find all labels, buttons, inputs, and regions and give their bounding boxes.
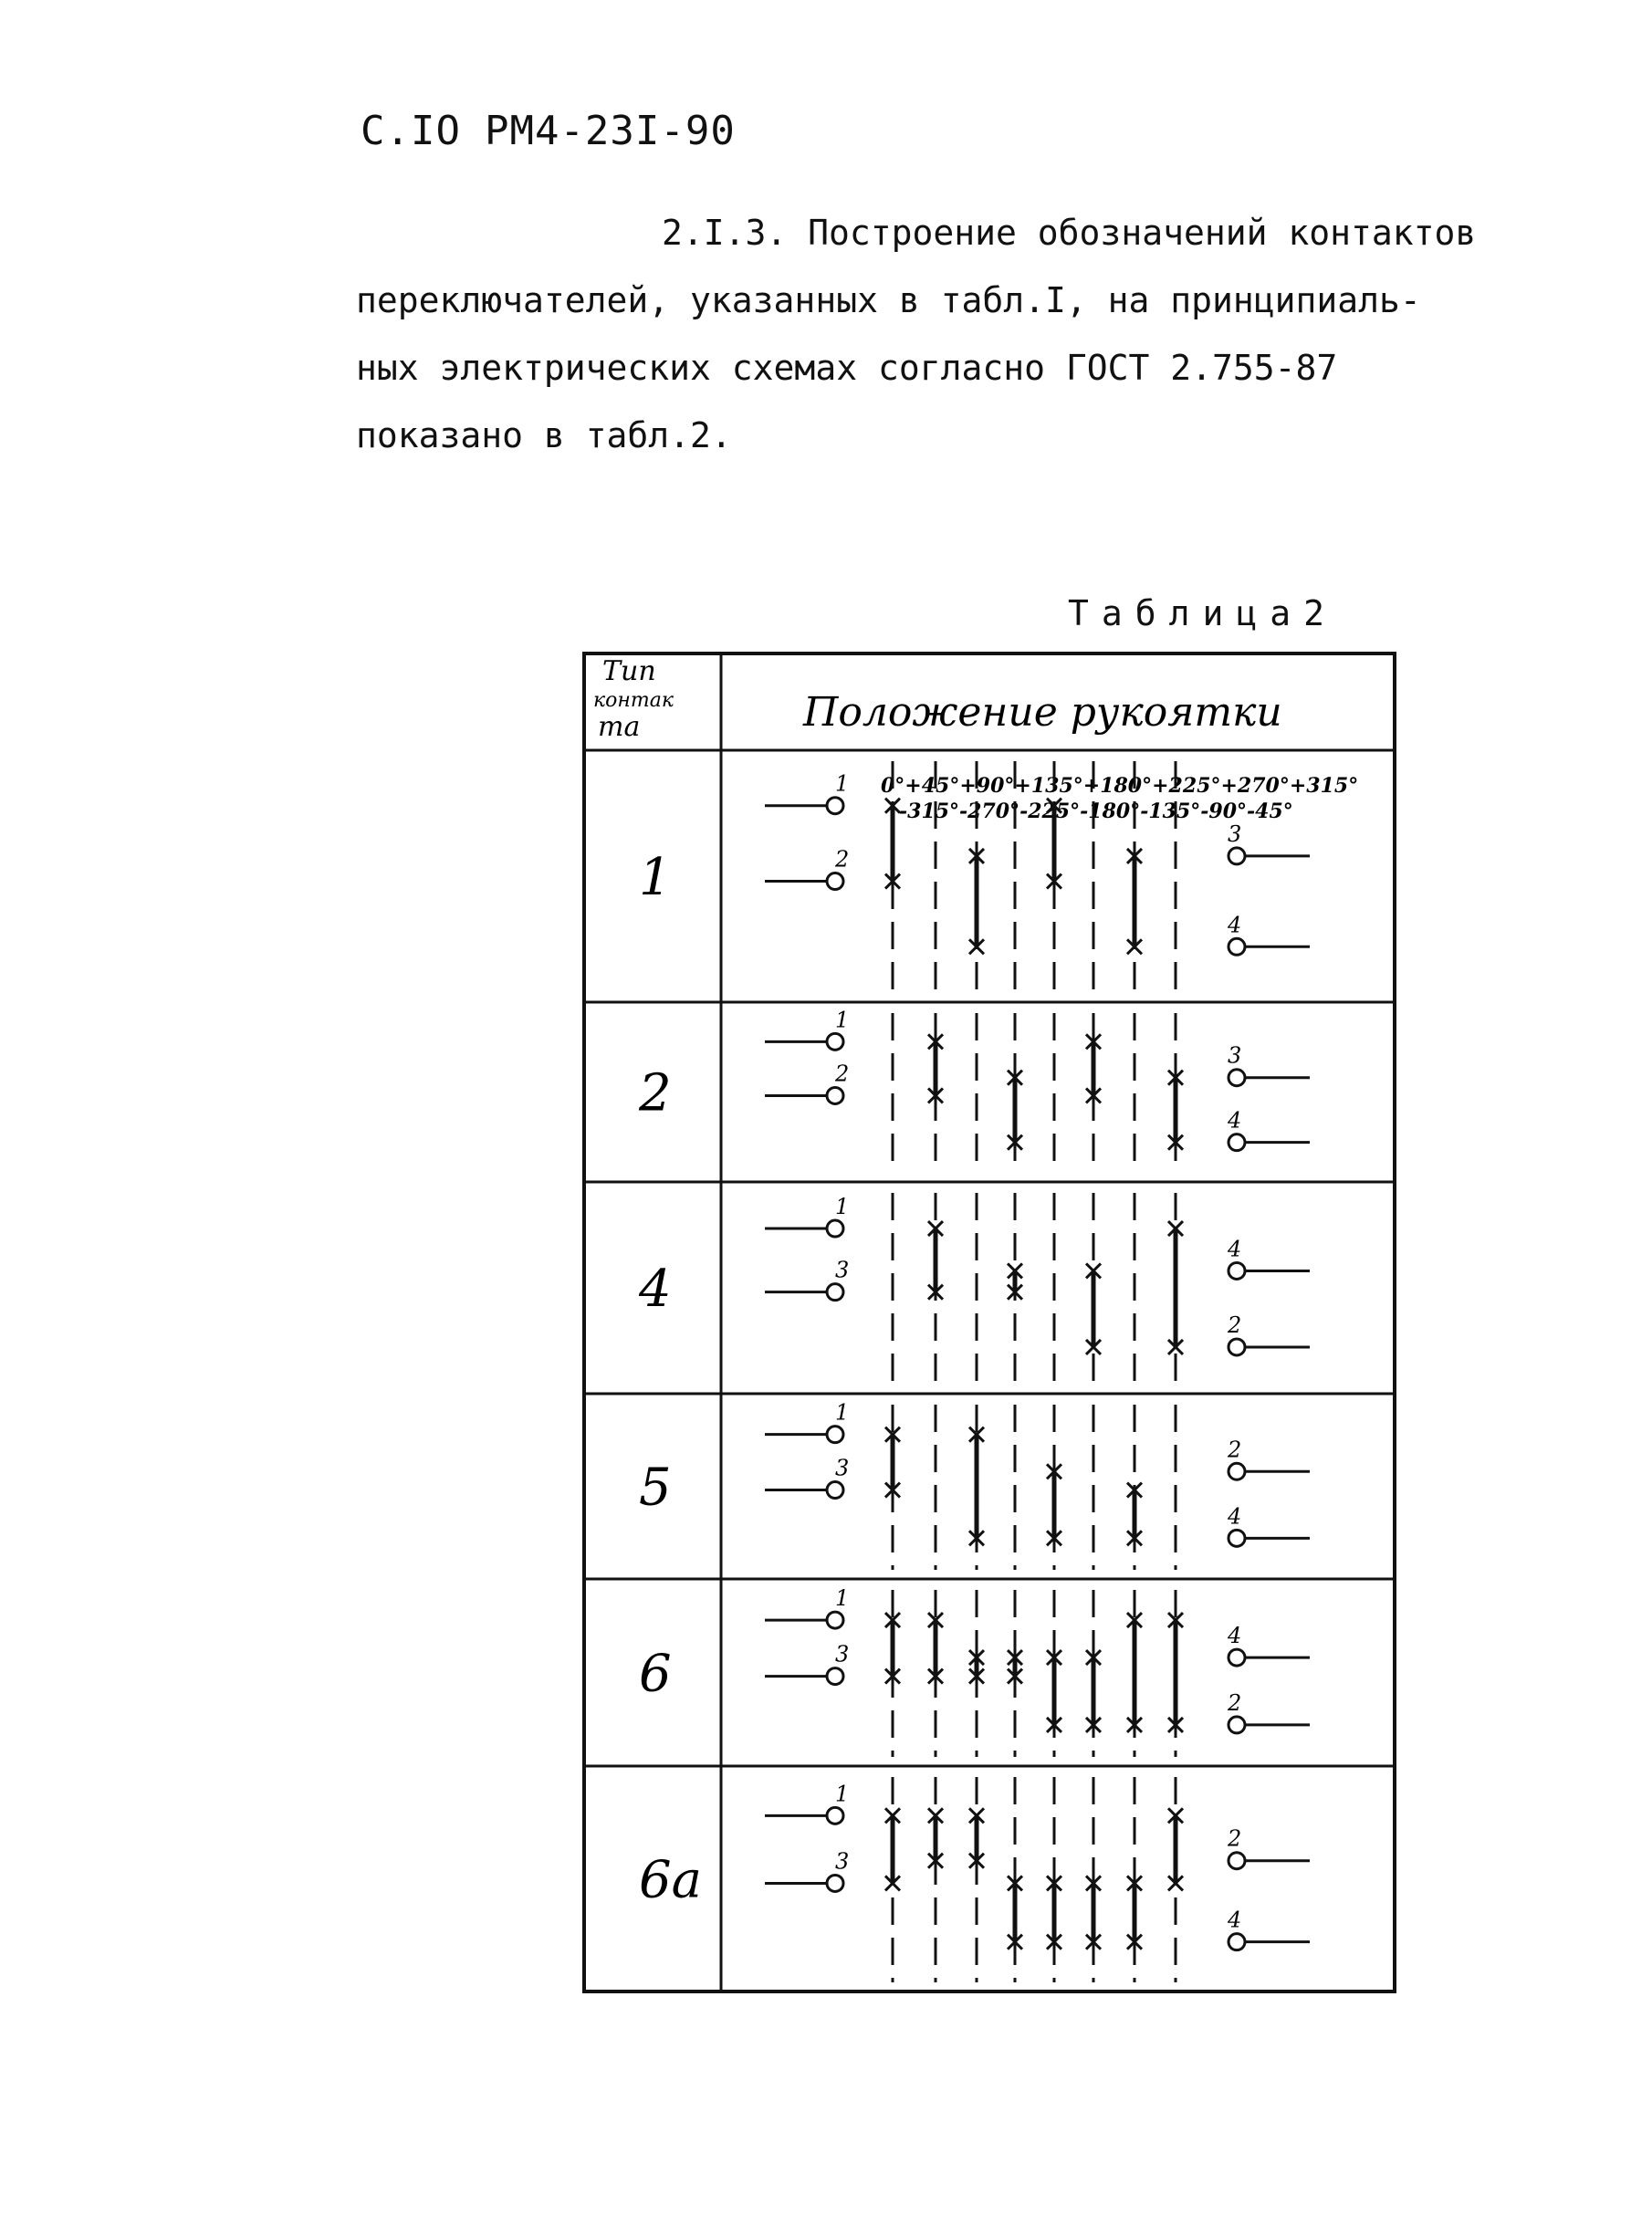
terminal-label: 1 bbox=[835, 1585, 850, 1612]
terminal-circle bbox=[1229, 1339, 1245, 1355]
terminal-circle bbox=[827, 1482, 843, 1499]
terminal-label: 3 bbox=[835, 1641, 850, 1667]
contact-type-label: 2 bbox=[639, 1063, 672, 1124]
terminal-circle bbox=[1229, 1649, 1245, 1666]
terminal-circle bbox=[1229, 1262, 1245, 1279]
terminal-circle bbox=[827, 1668, 843, 1685]
paragraph-line: ных электрических схемах согласно ГОСТ 2.755-87 bbox=[356, 348, 1338, 388]
terminal-circle bbox=[1229, 1934, 1245, 1950]
contact-type-label: 1 bbox=[639, 848, 672, 907]
table-rows bbox=[584, 761, 1395, 1982]
terminal-circle bbox=[827, 1087, 843, 1103]
terminal-label: 2 bbox=[835, 846, 850, 873]
terminal-label: 4 bbox=[1228, 1503, 1242, 1530]
terminal-label: 2 bbox=[1228, 1437, 1242, 1463]
terminal-circle bbox=[1229, 1530, 1245, 1546]
terminal-circle bbox=[827, 1220, 843, 1237]
terminal-label: 2 bbox=[1228, 1312, 1242, 1338]
terminal-circle bbox=[827, 1807, 843, 1824]
header-type-line: контак bbox=[593, 689, 674, 712]
terminal-label: 2 bbox=[835, 1061, 850, 1087]
terminal-label: 2 bbox=[1228, 1825, 1242, 1852]
angles-reverse: -315°-270°-225°-180°-135°-90°-45° bbox=[899, 800, 1293, 823]
terminal-circle bbox=[1229, 1134, 1245, 1151]
terminal-label: 3 bbox=[835, 1455, 850, 1481]
angles-forward: 0°+45°+90°+135°+180°+225°+270°+315° bbox=[881, 774, 1359, 798]
header-position-title: Положение рукоятки bbox=[803, 689, 1282, 736]
terminal-circle bbox=[1229, 1070, 1245, 1086]
terminal-circle bbox=[827, 798, 843, 814]
terminal-circle bbox=[827, 1612, 843, 1628]
terminal-label: 1 bbox=[835, 770, 850, 797]
terminal-label: 2 bbox=[1228, 1689, 1242, 1716]
contact-type-label: 6 bbox=[639, 1644, 672, 1704]
terminal-label: 4 bbox=[1228, 1236, 1242, 1262]
table-caption: Таблица2 bbox=[1068, 593, 1338, 633]
terminal-label: 3 bbox=[835, 1257, 850, 1283]
terminal-label: 4 bbox=[1228, 1107, 1242, 1134]
terminal-label: 3 bbox=[1228, 821, 1242, 847]
contact-type-label: 6а bbox=[639, 1850, 703, 1910]
terminal-circle bbox=[1229, 1853, 1245, 1869]
paragraph-line: показано в табл.2. bbox=[356, 415, 732, 455]
terminal-label: 4 bbox=[1228, 1623, 1242, 1649]
terminal-circle bbox=[827, 873, 843, 890]
terminal-label: 4 bbox=[1228, 1907, 1242, 1933]
document-code: РМ4-23I-90 bbox=[484, 108, 736, 154]
terminal-label: 1 bbox=[835, 1194, 850, 1220]
header-type-cell bbox=[593, 655, 674, 743]
terminal-label: 1 bbox=[835, 1007, 850, 1033]
table-frame bbox=[584, 653, 1395, 1991]
header-type-line: та bbox=[598, 711, 641, 743]
terminal-circle bbox=[827, 1284, 843, 1301]
contact-type-label: 5 bbox=[639, 1458, 672, 1518]
terminal-label: 1 bbox=[835, 1781, 850, 1807]
terminal-label: 4 bbox=[1228, 912, 1242, 938]
terminal-circle bbox=[1229, 1463, 1245, 1479]
terminal-circle bbox=[1229, 848, 1245, 864]
terminal-label: 3 bbox=[1228, 1042, 1242, 1069]
terminal-label: 3 bbox=[835, 1848, 850, 1875]
paragraph-line: переключателей, указанных в табл.I, на принципиаль- bbox=[356, 280, 1421, 320]
terminal-circle bbox=[1229, 1717, 1245, 1733]
terminal-circle bbox=[827, 1875, 843, 1891]
terminal-label: 1 bbox=[835, 1399, 850, 1426]
header-type-line: Тип bbox=[602, 655, 656, 687]
terminal-circle bbox=[1229, 938, 1245, 955]
contact-type-label: 4 bbox=[639, 1260, 672, 1319]
terminal-circle bbox=[827, 1033, 843, 1050]
paragraph-line: 2.I.3. Построение обозначений контактов bbox=[662, 213, 1477, 253]
terminal-circle bbox=[827, 1427, 843, 1443]
page-number: С.IO bbox=[361, 108, 461, 154]
